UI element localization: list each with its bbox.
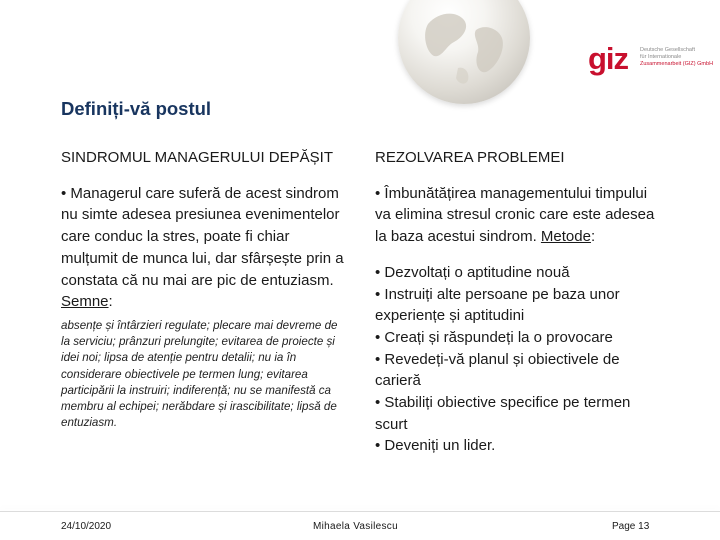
footer-divider xyxy=(0,511,720,512)
list-item: • Deveniți un lider. xyxy=(375,437,496,455)
logo-mark: giz xyxy=(588,41,629,76)
slide-title: Definiți-vă postul xyxy=(61,98,212,119)
signs-list: absențe și întârzieri regulate; plecare mai devreme de la serviciu; prânzuri prelungite; evitarea de proiecte și idei noi; lipsa de atenție pentru detalii; nu ia în considerare obiectivele pe termen lung; evitarea participării la instruiri; indiferență; nu se manifestă ca membru al echipei; nerăbdare și irascibilitate; lipsă de entuziasm. xyxy=(61,318,338,430)
footer-date: 24/10/2020 xyxy=(61,521,112,532)
methods-colon: : xyxy=(590,228,596,246)
logo-line-1: Deutsche Gesellschaft xyxy=(640,47,696,53)
methods-link[interactable]: Metode xyxy=(540,228,591,246)
methods-list xyxy=(375,262,660,457)
list-item: • Dezvoltați o aptitudine nouă xyxy=(375,263,570,281)
footer-author: Mihaela Vasilescu xyxy=(313,521,398,532)
left-paragraph xyxy=(61,183,346,313)
list-item: • Revedeți-vă planul și obiectivele de carieră xyxy=(375,350,620,390)
left-paragraph-text: • Managerul care suferă de acest sindrom nu simte adesea presiunea evenimentelor care conduc la stres, poate fi chiar mulțumit de munca lui, dar sfârșește prin a constata că nu mai are pic de entuziasm. xyxy=(61,184,344,289)
logo-line-2: für Internationale xyxy=(640,54,682,60)
signs-colon: : xyxy=(108,293,113,311)
globe-image xyxy=(398,0,530,104)
list-item: • Stabiliți obiective specifice pe termen scurt xyxy=(375,394,631,433)
logo-line-3: Zusammenarbeit (GIZ) GmbH xyxy=(640,61,714,67)
page-number: Page 13 xyxy=(612,521,650,532)
left-heading: SINDROMUL MANAGERULUI DEPĂȘIT xyxy=(61,149,333,166)
signs-link[interactable]: Semne xyxy=(61,293,109,311)
right-column xyxy=(375,147,660,457)
logo-text xyxy=(640,47,720,68)
right-paragraph-text: • Îmbunătățirea managementului timpului va elimina stresul cronic care este adesea la baza acestui sindrom. xyxy=(375,184,655,246)
right-heading: REZOLVAREA PROBLEMEI xyxy=(375,149,565,166)
left-column xyxy=(61,147,346,431)
right-paragraph xyxy=(375,183,660,248)
list-item: • Instruiți alte persoane pe baza unor experiențe și aptitudini xyxy=(375,285,620,325)
list-item: • Creați și răspundeți la o provocare xyxy=(375,328,613,346)
